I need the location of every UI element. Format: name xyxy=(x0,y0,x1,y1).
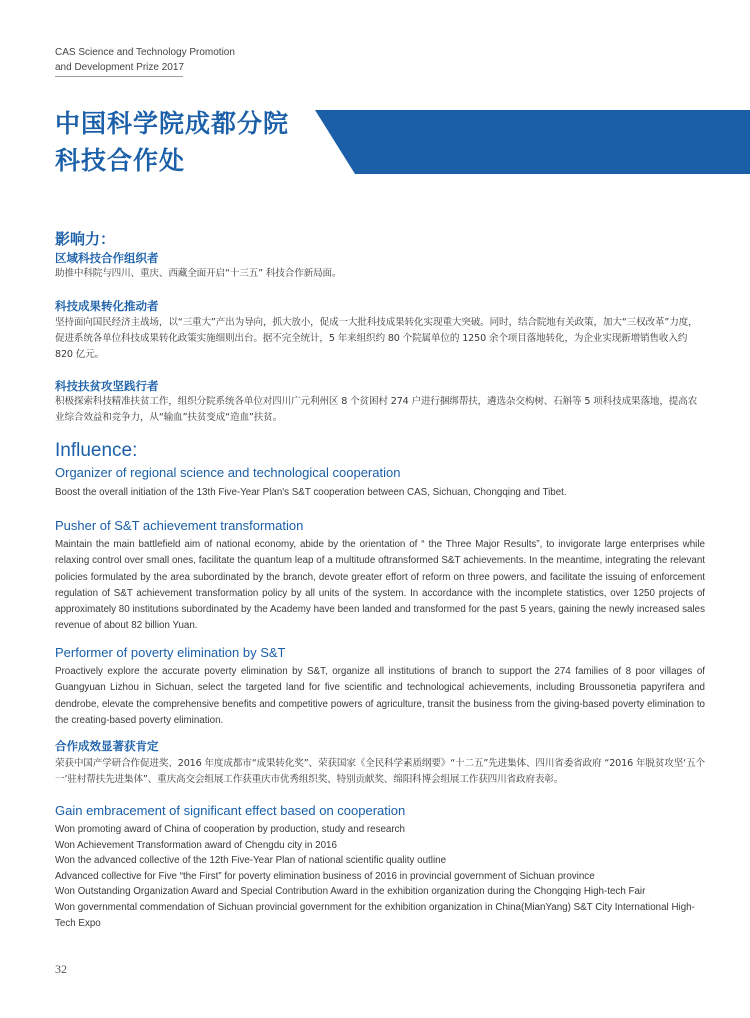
header-line-1: CAS Science and Technology Promotion xyxy=(55,47,235,58)
en-section-body: Boost the overall initiation of the 13th Five-Year Plan's S&T cooperation between CAS, Sichuan, Chongqing and Tibet. xyxy=(55,487,567,498)
en-section-body: Maintain the main battlefield aim of national economy, abide by the orientation of “ the Three Major Results”, to invigorate large enterprises while relaxing control over small ones, facilitate the quantum leap of a multitude oftransformed S&T achievements. In the meantime, integrating the relevant policies formulated by the area subordinated by the branch, devote greater effort of reform on three powers, and facilitate the issuing of enforcement regulation of S&T achievement transformation policy by all units of the system. In accordance with the incomplete statistics, over 1250 projects of approximately 80 institutions subordinated by the Academy have been landed and transformed for the past 5 years, gaining the newly increased sales revenue of about 82 billion Yuan. xyxy=(55,539,705,632)
en-section-body: Proactively explore the accurate poverty elimination by S&T, organize all institutions of branch to support the 274 families of 8 poor villages of Guangyuan Lizhou in Sichuan, select the targeted land for five scientific and technological achievements, including Broussonetia papyrifera and dendrobe, elevate the comprehensive benefits and competitive powers of agriculture, transit the business from the giving-based poverty elimination to the creating-based poverty elimination. xyxy=(55,666,705,726)
page-title-line-1: 中国科学院成都分院 xyxy=(55,109,290,138)
cn-section-body: 助推中科院与四川、重庆、西藏全面开启“十三五” 科技合作新局面。 xyxy=(55,268,342,279)
list-item: Advanced collective for Five “the First” for poverty elimination business of 2016 in provincial government of Sichuan province xyxy=(55,870,595,882)
cn-award-body: 荣获中国产学研合作促进奖、2016 年度成都市“成果转化奖”、荣获国家《全民科学素质纲要》“十二五”先进集体、四川省委省政府 “2016 年脱贫攻坚‘五个一’驻村帮扶先进集体”、重庆高交会组展工作获重庆市优秀组织奖、特别贡献奖、绵阳科博会组展工作获四川省政府表彰。 xyxy=(55,758,705,785)
header-divider xyxy=(55,76,183,77)
en-section-title: Performer of poverty elimination by S&T xyxy=(55,645,286,660)
cn-section-title: 科技成果转化推动者 xyxy=(55,299,159,313)
list-item: Won Achievement Transformation award of Chengdu city in 2016 xyxy=(55,839,337,851)
cn-section-title: 区域科技合作组织者 xyxy=(55,251,159,265)
cn-section-body: 积极探索科技精准扶贫工作，组织分院系统各单位对四川广元利州区 8 个贫困村 274 户进行捆绑帮扶，遴选杂交构树、石斛等 5 项科技成果落地，提高农业综合效益和竞争力，从“输血”扶贫变成“造血”扶贫。 xyxy=(55,396,698,423)
en-section-title: Organizer of regional science and technological cooperation xyxy=(55,465,401,480)
list-item: Won the advanced collective of the 12th Five-Year Plan of national scientific quality outline xyxy=(55,855,447,867)
en-influence-heading: Influence: xyxy=(55,440,138,461)
list-item: Won Outstanding Organization Award and Special Contribution Award in the exhibition organization during the Chongqing High-tech Fair xyxy=(55,886,646,898)
title-accent-bar xyxy=(315,110,750,174)
cn-influence-heading: 影响力： xyxy=(55,230,116,248)
page-number: 32 xyxy=(55,962,67,976)
cn-section-title: 科技扶贫攻坚践行者 xyxy=(55,379,159,393)
en-award-list xyxy=(55,822,705,931)
cn-award-title: 合作成效显著获肯定 xyxy=(55,739,159,753)
page-title-line-2: 科技合作处 xyxy=(55,146,186,175)
en-award-title: Gain embracement of significant effect based on cooperation xyxy=(55,803,406,818)
en-section-title: Pusher of S&T achievement transformation xyxy=(55,518,304,533)
cn-section-body: 坚持面向国民经济主战场，以“三重大”产出为导向，抓大放小，促成一大批科技成果转化实现重大突破。同时，结合院地有关政策，加大“三权改革”力度，促进系统各单位科技成果转化政策实施细则出台。据不完全统计，5 年来组织约 80 个院属单位的 1250 余个项目落地转化，为企业实现新增销售收入约 820 亿元。 xyxy=(55,317,698,360)
header-line-2: and Development Prize 2017 xyxy=(55,62,184,73)
list-item: Won promoting award of China of cooperation by production, study and research xyxy=(55,824,405,835)
list-item: Won governmental commendation of Sichuan provincial government for the exhibition organization in China(MianYang) S&T City International High-Tech Expo xyxy=(55,901,695,929)
